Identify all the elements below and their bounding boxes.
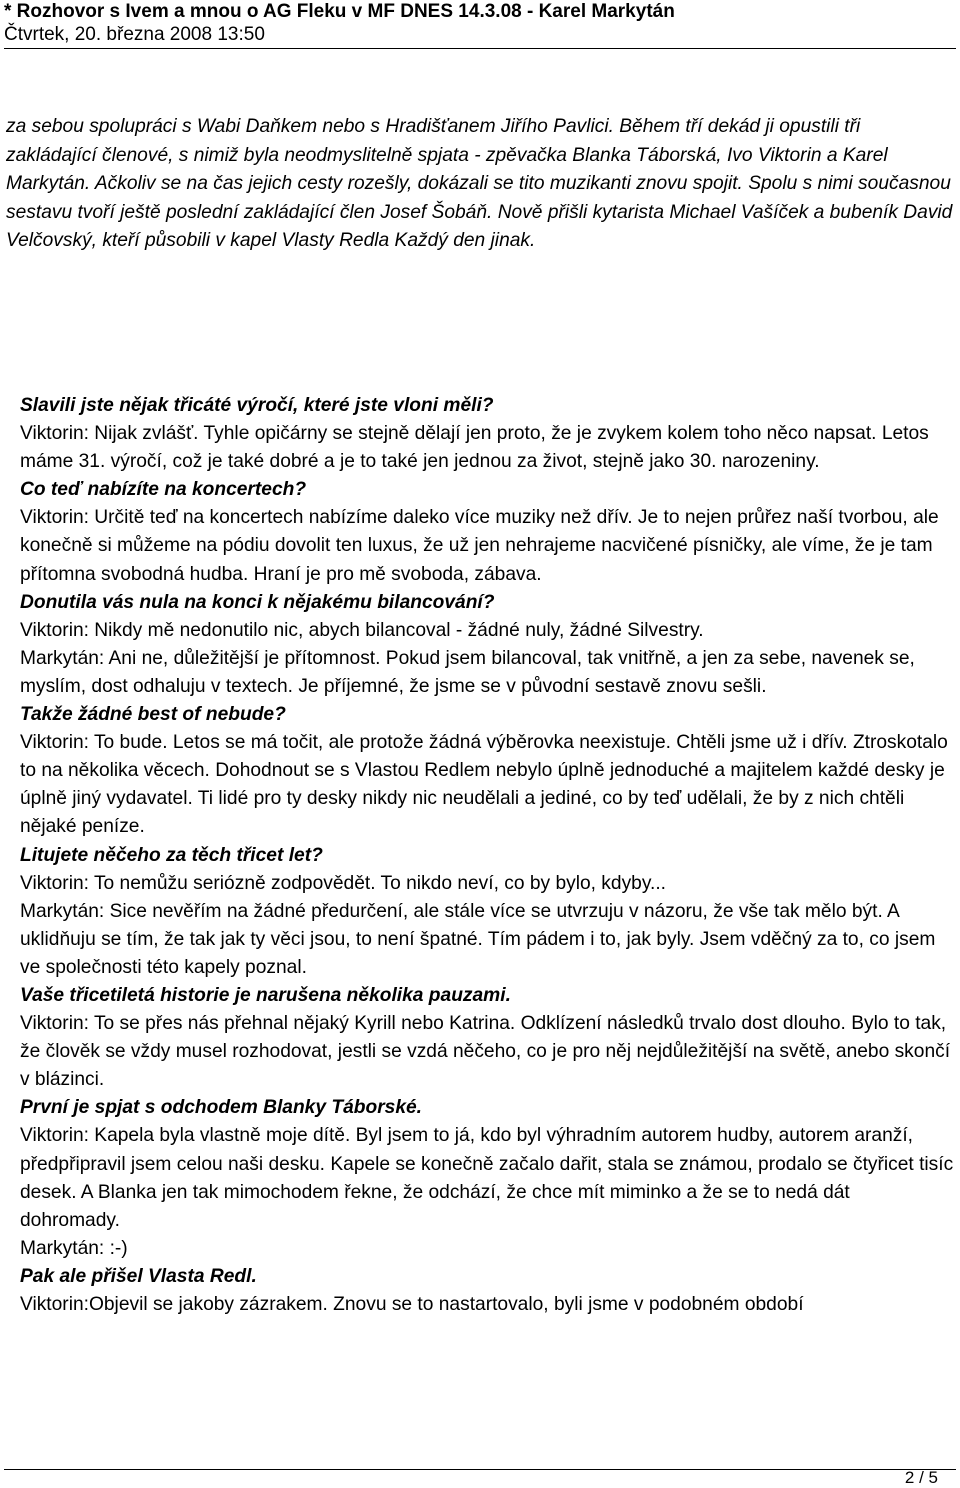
interview-question: Donutila vás nula na konci k nějakému bilancování? xyxy=(20,591,495,613)
interview-question: Co teď nabízíte na koncertech? xyxy=(20,479,307,501)
interview-answer: Viktorin: Nikdy mě nedonutilo nic, abych bilancoval - žádné nuly, žádné Silvestry. xyxy=(20,619,704,641)
page-number: 2 / 5 xyxy=(904,1468,938,1487)
interview-answer: Viktorin: Určitě teď na koncertech nabízíme daleko více muziky než dřív. Je to nejen průřez naší tvorbou, ale konečně si můžeme na pódiu dovolit ten luxus, že už jen nehrajeme nacvičené písničky, ale víme, že je tam přítomna svobodná hudba. Hraní je pro mě svoboda, zábava. xyxy=(20,507,939,585)
interview-answer: Markytán: Sice nevěřím na žádné předurčení, ale stále více se utvrzuju v názoru, že vše tak mělo být. A uklidňuju se tím, že tak jak ty věci jsou, to není špatné. Tím pádem i to, jak byly. Jsem vděčný za to, co jsem ve společnosti této kapely poznal. xyxy=(20,900,936,978)
header-date: Čtvrtek, 20. března 2008 13:50 xyxy=(4,24,265,45)
interview-answer: Viktorin: To se přes nás přehnal nějaký Kyrill nebo Katrina. Odklízení následků trvalo dost dlouho. Bylo to tak, že člověk se vždy musel rozhodovat, jestli se vzdá něčeho, co je pro něj nejdůležitější na světě, anebo skončí v blázinci. xyxy=(20,1013,951,1091)
page-header xyxy=(4,0,956,46)
header-title: * Rozhovor s Ivem a mnou o AG Fleku v MF DNES 14.3.08 - Karel Markytán xyxy=(4,1,675,22)
header-divider xyxy=(4,48,956,49)
interview-question: Takže žádné best of nebude? xyxy=(20,704,286,726)
interview-question: Slavili jste nějak třicáté výročí, které jste vloni měli? xyxy=(20,395,494,416)
interview-answer: Viktorin: To nemůžu seriózně zodpovědět. To nikdo neví, co by bylo, kdyby... xyxy=(20,872,666,894)
interview-question: Vaše třicetiletá historie je narušena několika pauzami. xyxy=(20,984,511,1006)
intro-paragraph: za sebou spolupráci s Wabi Daňkem nebo s Hradišťanem Jiřího Pavlici. Během tří dekád ji opustili tři zakládající členové, s nimiž byla neodmyslitelně spjata - zpěvačka Blanka Táborská, Ivo Viktorin a Karel Markytán. Ačkoliv se na čas jejich cesty rozešly, dokázali se tito muzikanti znovu spojit. Spolu s nimi současnou sestavu tvoří ještě poslední zakládající člen Josef Šobáň. Nově přišli kytarista Michael Vašíček a bubeník David Velčovský, kteří působili v kapel Vlasty Redla Každý den jinak. xyxy=(6,116,953,252)
interview-answer: Viktorin: To bude. Letos se má točit, ale protože žádná výběrovka neexistuje. Chtěli jsme už i dřív. Ztroskotalo to na několika věcech. Dohodnout se s Vlastou Redlem nebylo úplně jednoduché a majitelem každé desky je úplně jiný vydavatel. Ti lidé pro ty desky nikdy nic neudělali a jediné, co by teď udělali, že by z nich chtěli nějaké peníze. xyxy=(20,732,948,838)
interview-answer: Markytán: Ani ne, důležitější je přítomnost. Pokud jsem bilancoval, tak vnitřně, a jen za sebe, navenek se, myslím, dost odhaluju v textech. Je příjemné, že jsme se v původní sestavě znovu sešli. xyxy=(20,647,915,697)
interview-body xyxy=(6,392,954,1319)
interview-answer: Viktorin: Nijak zvlášť. Tyhle opičárny se stejně dělají jen proto, že je zvykem kolem toho něco napsat. Letos máme 31. výročí, což je také dobré a je to také jen jednou za život, stejně jako 30. narozeniny. xyxy=(20,423,929,473)
interview-question: Pak ale přišel Vlasta Redl. xyxy=(20,1265,257,1287)
interview-answer: Viktorin: Kapela byla vlastně moje dítě. Byl jsem to já, kdo byl výhradním autorem hudby, autorem aranží, předpřipravil jsem celou naši desku. Kapele se konečně začalo dařit, stala se známou, prodalo se čtyřicet tisíc desek. A Blanka jen tak mimochodem řekne, že odchází, že chce mít miminko a že se to nedá dát dohromady. xyxy=(20,1125,954,1231)
interview-question: První je spjat s odchodem Blanky Táborské. xyxy=(20,1097,423,1119)
interview-answer: Markytán: :-) xyxy=(20,1237,128,1259)
interview-question: Litujete něčeho za těch třicet let? xyxy=(20,844,323,866)
interview-answer: Viktorin:Objevil se jakoby zázrakem. Znovu se to nastartovalo, byli jsme v podobném období xyxy=(20,1294,804,1315)
footer-divider xyxy=(4,1469,956,1470)
